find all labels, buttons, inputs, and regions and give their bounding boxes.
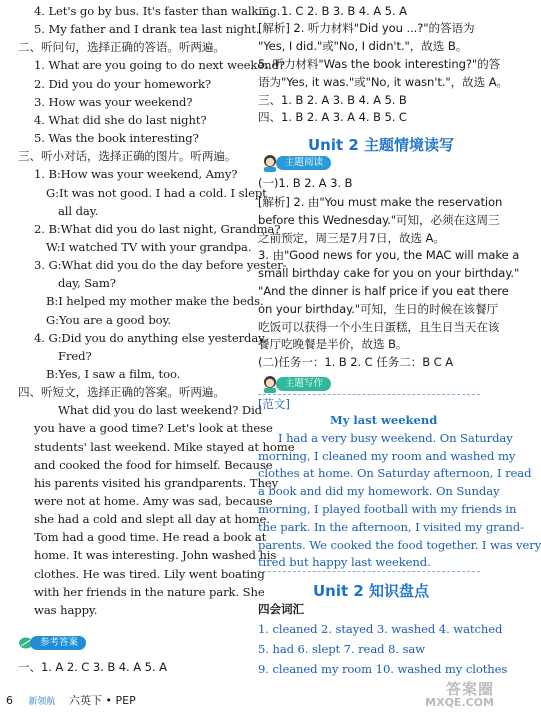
answer-key-badge: [18, 636, 86, 650]
page-number: 6: [6, 694, 13, 707]
passage-line: you have a good time? Let's look at these: [34, 421, 273, 436]
passage-line: were not at home. Amy was sad, because: [34, 494, 273, 508]
analysis-line: 之前预定，周三是7月7日，故选 A。: [258, 230, 445, 245]
question: 4. What did she do last night?: [34, 112, 207, 127]
vocab-heading: 四会词汇: [258, 602, 304, 616]
text-line: 4. Let's go by bus. It's faster than walking.: [34, 4, 281, 18]
passage-line: home. It was interesting. John washed his: [34, 548, 277, 563]
passage-line: Tom had a good time. He read a book at: [34, 530, 267, 545]
dialogue-line: W:I watched TV with your grandpa.: [46, 239, 252, 254]
writing-badge: [260, 374, 331, 394]
reading-badge: [260, 153, 331, 173]
analysis-line: [解析] 2. 由"You must make the reservation: [258, 194, 503, 209]
passage-line: his parents visited his grandparents. They: [34, 475, 279, 490]
passage-line: with her friends in the nature park. She: [34, 584, 265, 599]
analysis-line: 5. 听力材料"Was the book interesting?"的答: [258, 57, 501, 71]
page-footer: [6, 692, 136, 708]
answer-row: 四、1. B 2. A 3. A 4. B 5. C: [258, 110, 407, 125]
essay-line: a book and did my homework. On Sunday: [258, 484, 500, 499]
section-title: Unit 2 知识盘点: [313, 582, 430, 600]
analysis-line: "Yes, I did."或"No, I didn't."，故选 B。: [258, 39, 468, 54]
vocab-line: 9. cleaned my room 10. washed my clothes: [258, 662, 508, 676]
essay-line: tired but happy last weekend.: [258, 555, 431, 570]
analysis-line: small birthday cake for you on your birthday.": [258, 266, 520, 281]
dialogue-line: B:I helped my mother make the beds.: [46, 294, 264, 309]
question: 5. Was the book interesting?: [34, 131, 199, 145]
answer-key-label: 参考答案: [30, 636, 86, 650]
essay-line: parents. We cooked the food together. I was very: [258, 537, 541, 552]
text-line: 5. My father and I drank tea last night.: [34, 22, 260, 37]
passage-line: What did you do last weekend? Did: [58, 403, 263, 418]
essay-line: morning, I played football with my friends in: [258, 502, 517, 516]
analysis-line: on your birthday."可知，生日的时候在该餐厅: [258, 301, 498, 316]
analysis-line: 吃饭可以获得一个小生日蛋糕，且生日当天在该: [258, 319, 500, 334]
answer-row: 三、1. B 2. A 3. B 4. A 5. B: [258, 92, 407, 107]
analysis-line: [解析] 2. 听力材料"Did you ...?"的答语为: [258, 21, 475, 36]
section-heading: 四、听短文，选择正确的答案。听两遍。: [18, 385, 225, 400]
essay-line: I had a very busy weekend. On Saturday: [278, 430, 513, 445]
dialogue-line: B:Yes, I saw a film, too.: [46, 366, 181, 381]
section-title: Unit 2 主题情境读写: [308, 135, 455, 154]
watermark-line1: 答案圈: [445, 680, 494, 698]
essay-line: clothes at home. On Saturday afternoon, I read: [258, 466, 532, 481]
essay-title: My last weekend: [330, 413, 438, 427]
dialogue-line: all day.: [58, 203, 99, 218]
passage-line: was happy.: [34, 602, 98, 617]
passage-line: and cooked the food for himself. Because: [34, 457, 273, 472]
watermark-line2: MXQE.COM: [425, 696, 494, 709]
question: 1. What are you going to do next weekend?: [34, 58, 285, 73]
book-label: 六英下 • PEP: [69, 694, 136, 707]
dialogue-line: G:It was not good. I had a cold. I slept: [46, 185, 267, 200]
passage-line: she had a cold and slept all day at home.: [34, 512, 270, 527]
watermark-stamp: [426, 678, 496, 712]
dashed-divider: [258, 394, 480, 395]
passage-line: clothes. He was tired. Lily went boating: [34, 566, 265, 581]
essay-line: morning, I cleaned my room and washed my: [258, 448, 516, 463]
dialogue-line: 1. B:How was your weekend, Amy?: [34, 167, 238, 182]
passage-line: students' last weekend. Mike stayed at home: [34, 439, 295, 454]
vocab-line: 1. cleaned 2. stayed 3. washed 4. watched: [258, 622, 503, 636]
dialogue-line: 3. G:What did you do the day before yester-: [34, 258, 287, 273]
dialogue-line: Fred?: [58, 348, 92, 363]
dashed-divider: [258, 571, 480, 572]
answer-row: 二、1. C 2. B 3. B 4. A 5. A: [258, 3, 407, 18]
vocab-line: 5. had 6. slept 7. read 8. saw: [258, 642, 425, 656]
essay-line: the park. In the afternoon, I visited my grand-: [258, 519, 524, 534]
answer-row: 一、1. A 2. C 3. B 4. A 5. A: [18, 660, 167, 674]
analysis-line: before this Wednesday."可知，必须在这周三: [258, 212, 500, 227]
reading-badge-label: 主题阅读: [276, 156, 331, 170]
model-essay-tag: [范文]: [258, 396, 290, 411]
section-heading: 三、听小对话，选择正确的图片。听两遍。: [18, 149, 237, 164]
answer-row: (一)1. B 2. A 3. B: [258, 176, 353, 191]
section-heading: 二、听问句，选择正确的答语。听两遍。: [18, 40, 225, 55]
dialogue-line: 2. B:What did you do last night, Grandma?: [34, 221, 281, 236]
analysis-line: 语为"Yes, it was."或"No, it wasn't."，故选 A。: [258, 74, 509, 89]
analysis-line: "And the dinner is half price if you eat there: [258, 283, 509, 298]
analysis-line: 餐厅吃晚餐是半价，故选 B。: [258, 337, 408, 352]
analysis-line: 3. 由"Good news for you, the MAC will make a: [258, 248, 520, 263]
writing-badge-label: 主题写作: [276, 377, 331, 391]
dialogue-line: G:You are a good boy.: [46, 312, 172, 327]
answer-row: (二)任务一：1. B 2. C 任务二：B C A: [258, 355, 454, 370]
dialogue-line: day, Sam?: [58, 276, 116, 291]
question: 3. How was your weekend?: [34, 94, 193, 109]
brand-logo: 新领航: [28, 697, 56, 707]
dialogue-line: 4. G:Did you do anything else yesterday,: [34, 330, 267, 345]
question: 2. Did you do your homework?: [34, 76, 212, 91]
